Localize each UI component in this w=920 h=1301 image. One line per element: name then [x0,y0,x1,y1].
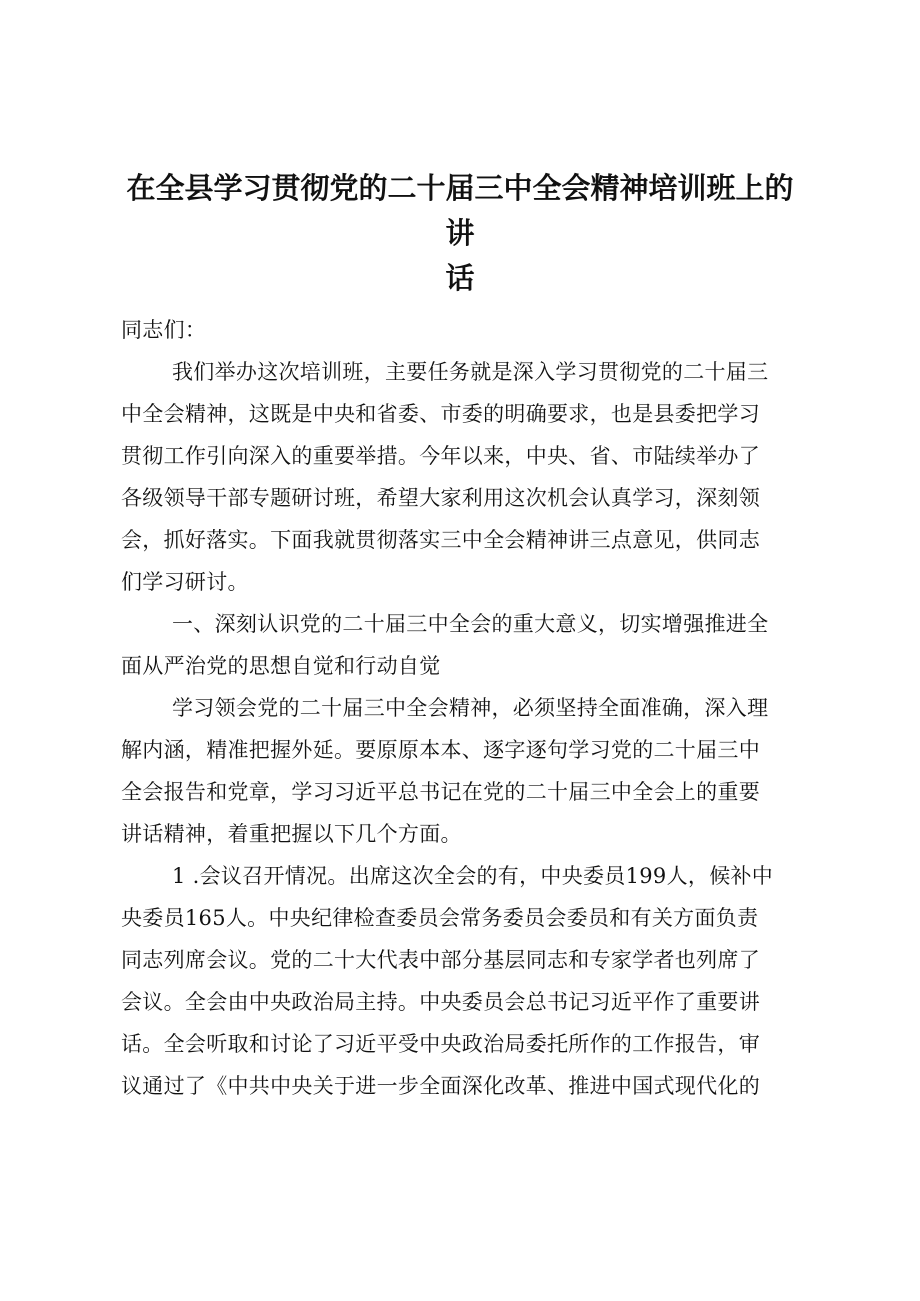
salutation: 同志们： [121,318,207,342]
body-line: 们学习研讨。 [121,570,249,594]
body-line: 全会报告和党章，学习习近平总书记在党的二十届三中全会上的重要 [121,780,760,804]
section-heading-line: 面从严治党的思想自觉和行动自觉 [121,654,441,678]
body-line: 1 .会议召开情况。出席这次全会的有，中央委员199人，候补中 [172,864,774,888]
body-line: 会议。全会由中央政治局主持。中央委员会总书记习近平作了重要讲 [121,990,760,1014]
body-line: 央委员165人。中央纪律检查委员会常务委员会委员和有关方面负责 [121,906,759,930]
body-line: 学习领会党的二十届三中全会精神，必须坚持全面准确，深入理 [172,696,769,720]
title-line-1: 在全县学习贯彻党的二十届三中全会精神培训班上的讲 [126,171,794,250]
body-line: 同志列席会议。党的二十大代表中部分基层同志和专家学者也列席了 [121,948,760,972]
body-line: 我们举办这次培训班，主要任务就是深入学习贯彻党的二十届三 [172,360,769,384]
body-line: 解内涵，精准把握外延。要原原本本、逐字逐句学习党的二十届三中 [121,738,760,762]
body-line: 会，抓好落实。下面我就贯彻落实三中全会精神讲三点意见，供同志 [121,528,760,552]
section-heading-line: 一、深刻认识党的二十届三中全会的重大意义，切实增强推进全 [172,612,769,636]
body-line: 贯彻工作引向深入的重要举措。今年以来，中央、省、市陆续举办了 [121,444,760,468]
title-line-2: 话 [445,261,475,295]
document-title [120,166,800,301]
body-line: 讲话精神，着重把握以下几个方面。 [121,822,462,846]
body-line: 中全会精神，这既是中央和省委、市委的明确要求，也是县委把学习 [121,402,760,426]
body-line: 各级领导干部专题研讨班，希望大家利用这次机会认真学习，深刻领 [121,486,760,510]
body-line: 话。全会听取和讨论了习近平受中央政治局委托所作的工作报告，审 [121,1032,760,1056]
document-body [121,309,801,1107]
body-line: 议通过了《中共中央关于进一步全面深化改革、推进中国式现代化的 [121,1074,760,1098]
